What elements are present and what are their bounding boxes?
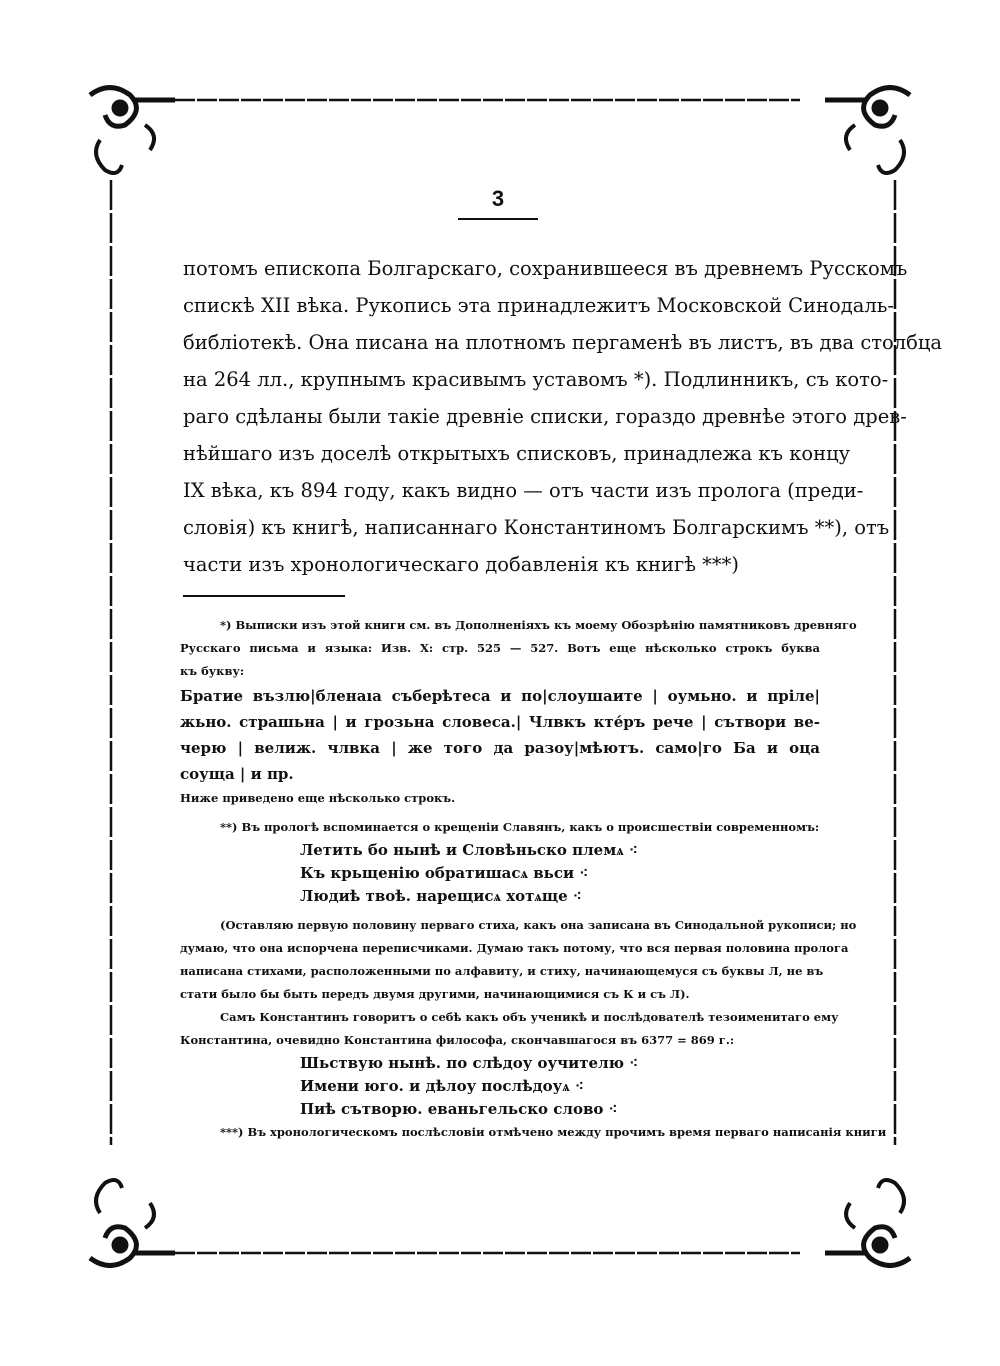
corner-ornament-bottom-left xyxy=(90,1180,175,1266)
footnote-3 xyxy=(180,1121,887,1144)
footnote-line: думаю, что она испорчена переписчиками. Думаю такъ потому, что вся первая половина пролога xyxy=(180,941,849,955)
footnotes xyxy=(180,614,887,1144)
footnote-1 xyxy=(180,614,857,683)
slavonic-line: Братие възлю|бленаıа съберѣтеса и по|слоушаите | оумьно. и прiле| xyxy=(180,687,820,705)
footnote-1-below xyxy=(180,787,820,810)
slavonic-quote xyxy=(180,683,820,787)
verse-line: Людиѣ твоѣ. нарещисѧ хотѧще ⁖ xyxy=(300,887,582,905)
footnote-line: Ниже приведено еще нѣсколько строкъ. xyxy=(180,791,456,805)
main-text-line: раго сдѣланы были такiе древнiе списки, гораздо древнѣе этого древ- xyxy=(183,405,907,428)
verse-2 xyxy=(180,1052,820,1121)
corner-ornament-bottom-right xyxy=(825,1180,910,1266)
verse-line: Къ крьщенiю обратишасѧ вьси ⁖ xyxy=(300,864,589,882)
verse-line: Пиѣ сътворю. еваньгельско слово ⁖ xyxy=(300,1100,618,1118)
verse-1 xyxy=(180,839,820,908)
main-text-line: части изъ хронологическаго добавленiя къ книгѣ ***) xyxy=(183,553,740,576)
page-number: 3 xyxy=(491,186,505,211)
main-text-line: словiя) къ книгѣ, написаннаго Константиномъ Болгарскимъ **), отъ xyxy=(183,516,890,539)
main-text-line: IX вѣка, къ 894 году, какъ видно — отъ части изъ пролога (преди- xyxy=(183,479,864,502)
footnote-2-intro xyxy=(180,816,820,839)
verse-line: Летить бо нынѣ и Словѣньско племѧ ⁖ xyxy=(300,841,638,859)
main-text-line: нѣйшаго изъ доселѣ открытыхъ списковъ, принадлежа къ концу xyxy=(183,442,851,465)
footnote-line: стати было бы быть передъ двумя другими, начинающимися съ К и съ Л). xyxy=(180,987,690,1001)
slavonic-line: черю | велиж. члвка | же того да разоу|мѣютъ. само|го Ба и оца xyxy=(180,739,820,757)
corner-ornament-top-left xyxy=(90,88,175,174)
footnote-line: Самъ Константинъ говоритъ о себѣ какъ объ ученикѣ и послѣдователѣ тезоименитаго ему xyxy=(220,1010,839,1024)
footnote-2-comment xyxy=(180,914,857,1052)
footnote-line: *) Выписки изъ этой книги см. въ Дополненiяхъ къ моему Обозрѣнiю памятниковъ древняго xyxy=(220,618,857,632)
footnote-line: Константина, очевидно Константина философа, скончавшагося въ 6377 = 869 г.: xyxy=(180,1033,735,1047)
footnote-line: къ букву: xyxy=(180,664,245,678)
footnote-line: **) Въ прологѣ вспоминается о крещенiи Славянъ, какъ о происшествiи современномъ: xyxy=(220,820,820,834)
verse-line: Имени юго. и дѣлоу послѣдоуѧ ⁖ xyxy=(300,1077,584,1095)
footnote-line: ***) Въ хронологическомъ послѣсловiи отмѣчено между прочимъ время перваго написанiя книги xyxy=(220,1125,887,1139)
footnote-line: Русскаго письма и языка: Изв. X: стр. 525 — 527. Вотъ еще нѣсколько строкъ буква xyxy=(180,641,820,655)
main-text-line: библiотекѣ. Она писана на плотномъ пергаменѣ въ листъ, въ два столбца xyxy=(183,331,943,354)
slavonic-line: соуща | и пр. xyxy=(180,765,294,783)
main-text-line: потомъ епископа Болгарскаго, сохранившееся въ древнемъ Русскомъ xyxy=(183,257,908,280)
main-text xyxy=(183,250,943,583)
slavonic-line: жьно. страшьна | и грозьна словеса.| Члвкъ кте́ръ рече | сътвори ве- xyxy=(180,713,820,731)
main-text-line: на 264 лл., крупнымъ красивымъ уставомъ *). Подлинникъ, съ кото- xyxy=(183,368,889,391)
footnote-rule xyxy=(183,595,345,597)
corner-ornament-top-right xyxy=(825,88,910,174)
verse-line: Шьствую нынѣ. по слѣдоу оучителю ⁖ xyxy=(300,1054,639,1072)
footnote-line: (Оставляю первую половину перваго стиха, какъ она записана въ Синодальной рукописи; но xyxy=(220,918,857,932)
footnote-line: написана стихами, расположенными по алфавиту, и стиху, начинающемуся съ буквы Л, не въ xyxy=(180,964,824,978)
page-number-rule xyxy=(458,218,538,220)
main-text-line: спискѣ XII вѣка. Рукопись эта принадлежитъ Московской Синодаль- xyxy=(183,294,895,317)
